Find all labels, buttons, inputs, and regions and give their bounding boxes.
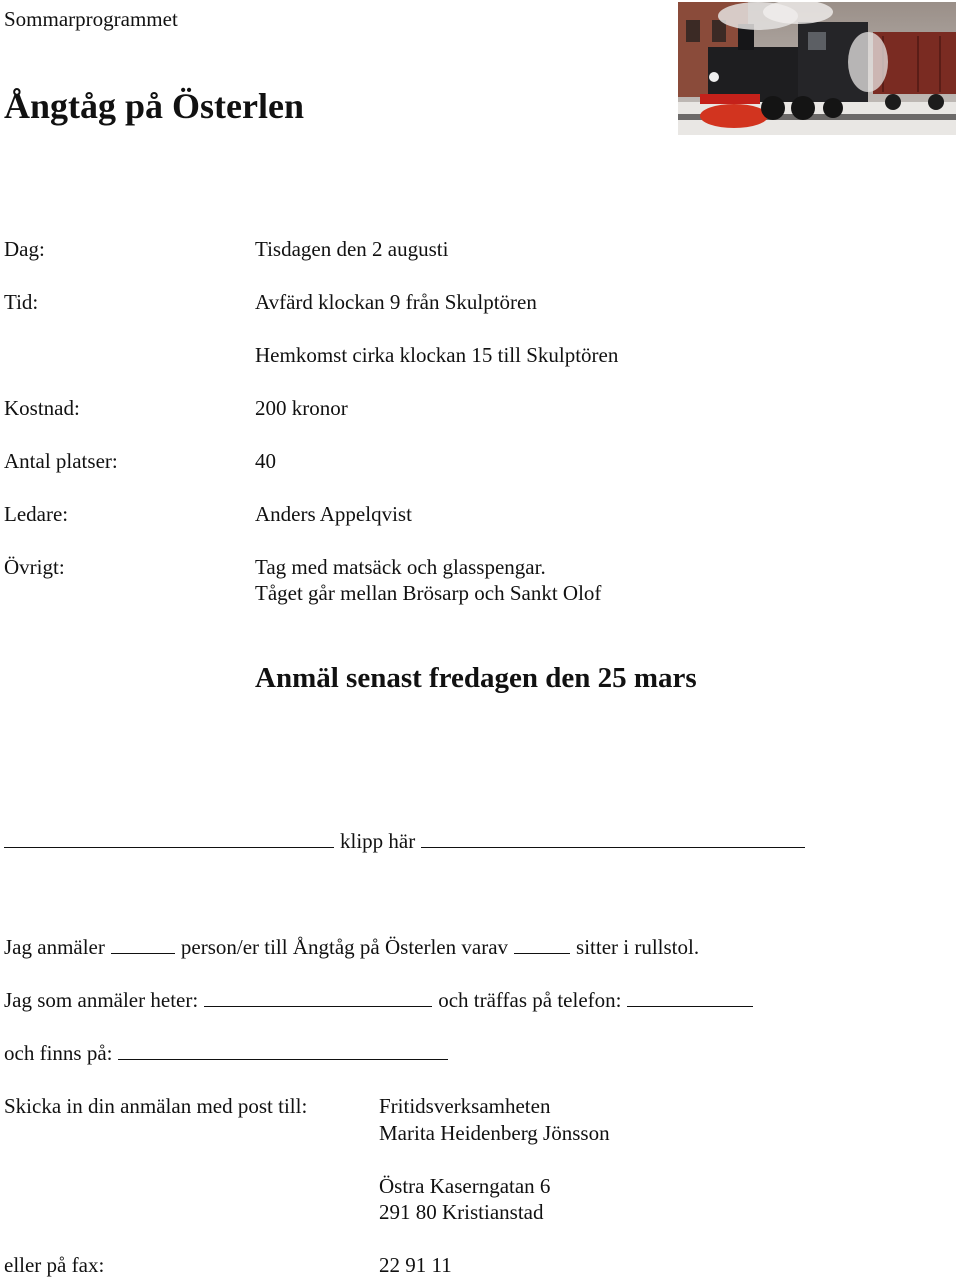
page-title: Ångtåg på Österlen (4, 86, 304, 126)
name-blank[interactable] (204, 1005, 432, 1007)
mail-name: Marita Heidenberg Jönsson (379, 1121, 610, 1145)
label-kostnad: Kostnad: (4, 396, 80, 420)
mail-label: Skicka in din anmälan med post till: (4, 1094, 308, 1118)
mail-org: Fritidsverksamheten (379, 1094, 551, 1118)
value-ovrigt-1: Tag med matsäck och glasspengar. (255, 555, 546, 579)
form-line-address (4, 1040, 454, 1066)
cut-line (4, 828, 811, 854)
form-text-2a: Jag som anmäler heter: (4, 988, 199, 1012)
deadline-heading: Anmäl senast fredagen den 25 mars (255, 662, 697, 694)
steam-train-photo (678, 2, 956, 135)
value-platser: 40 (255, 449, 276, 473)
form-text-1b: person/er till Ångtåg på Österlen varav (180, 935, 509, 959)
wheelchair-blank[interactable] (514, 952, 570, 954)
form-line-name-phone (4, 987, 759, 1013)
value-ovrigt-2: Tåget går mellan Brösarp och Sankt Olof (255, 581, 602, 605)
label-ovrigt: Övrigt: (4, 555, 65, 579)
form-text-1c: sitter i rullstol. (576, 935, 700, 959)
label-platser: Antal platser: (4, 449, 118, 473)
cut-label: klipp här (340, 829, 416, 853)
cut-rule-right (421, 846, 805, 848)
participants-blank[interactable] (111, 952, 175, 954)
fax-number: 22 91 11 (379, 1253, 452, 1277)
label-ledare: Ledare: (4, 502, 69, 526)
address-blank[interactable] (118, 1058, 448, 1060)
form-line-participants (4, 934, 699, 960)
value-kostnad: 200 kronor (255, 396, 348, 420)
value-dag: Tisdagen den 2 augusti (255, 237, 449, 261)
cut-rule-left (4, 846, 334, 848)
value-tid-return: Hemkomst cirka klockan 15 till Skulptören (255, 343, 619, 367)
form-text-2b: och träffas på telefon: (438, 988, 622, 1012)
value-ledare: Anders Appelqvist (255, 502, 412, 526)
label-tid: Tid: (4, 290, 39, 314)
form-text-3a: och finns på: (4, 1041, 113, 1065)
fax-label: eller på fax: (4, 1253, 105, 1277)
label-dag: Dag: (4, 237, 45, 261)
phone-blank[interactable] (627, 1005, 753, 1007)
mail-city: 291 80 Kristianstad (379, 1200, 544, 1224)
program-kicker: Sommarprogrammet (4, 7, 178, 31)
form-text-1a: Jag anmäler (4, 935, 105, 959)
value-tid-departure: Avfärd klockan 9 från Skulptören (255, 290, 537, 314)
mail-street: Östra Kaserngatan 6 (379, 1174, 551, 1198)
